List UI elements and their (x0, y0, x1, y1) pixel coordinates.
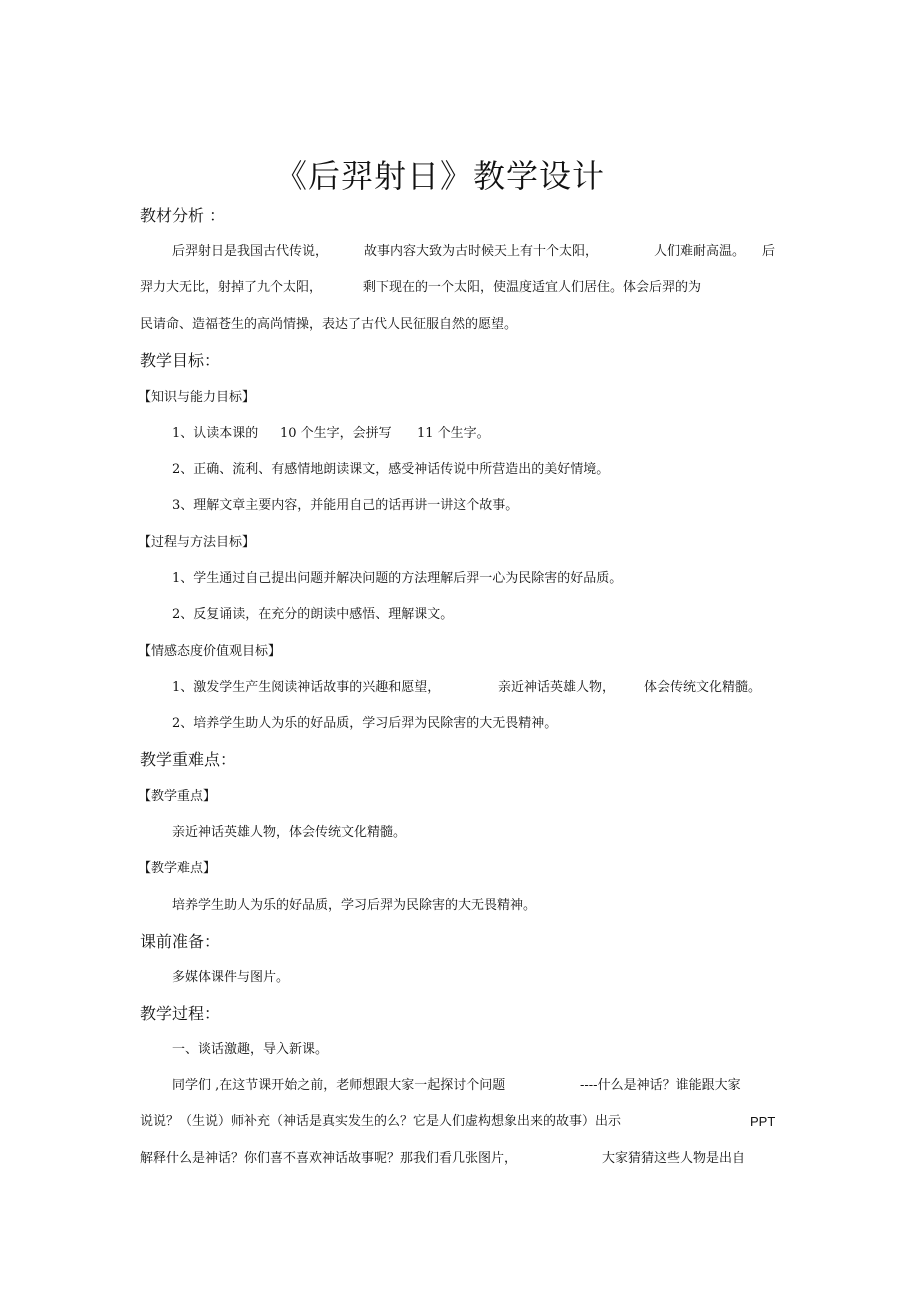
paragraph-line (140, 1115, 785, 1129)
paragraph-line: 民请命、造福苍生的高尚情操，表达了古代人民征服自然的愿望。 (140, 317, 518, 332)
text-segment: 11 个生字。 (417, 426, 490, 441)
process-step-heading: 一、谈话激趣，导入新课。 (172, 1042, 329, 1057)
text-segment: 解释什么是神话？你们喜不喜欢神话故事呢？那我们看几张图片， (140, 1151, 518, 1166)
document-title: 《后羿射日》教学设计 (274, 157, 605, 195)
text-segment: 10 个生字，会拼写 (280, 426, 392, 441)
paragraph-line (140, 281, 760, 295)
list-item: 2、培养学生助人为乐的好品质，学习后羿为民除害的大无畏精神。 (172, 716, 558, 731)
list-item: 2、反复诵读，在充分的朗读中感悟、理解课文。 (172, 607, 454, 622)
text-segment: 后羿射日是我国古代传说， (172, 244, 329, 259)
text-segment: 剩下现在的一个太阳，使温度适宜人们居住。体会后羿的为 (363, 280, 702, 295)
text-segment: 1、认读本课的 (172, 426, 259, 441)
list-item: 3、理解文章主要内容，并能用自己的话再讲一讲这个故事。 (172, 498, 519, 513)
focus-text: 亲近神话英雄人物，体会传统文化精髓。 (172, 825, 407, 840)
paragraph-line (172, 1079, 772, 1093)
text-segment: 大家猜猜这些人物是出自 (602, 1151, 746, 1166)
section-heading-teaching-goals: 教学目标： (140, 351, 221, 370)
subsection-label-focus: 【教学重点】 (138, 789, 217, 804)
difficulty-text: 培养学生助人为乐的好品质，学习后羿为民除害的大无畏精神。 (172, 898, 537, 913)
text-segment: 1、激发学生产生阅读神话故事的兴趣和愿望， (172, 680, 441, 695)
section-heading-material-analysis: 教材分析 ： (140, 206, 226, 225)
text-segment: 羿力大无比，射掉了九个太阳， (140, 280, 323, 295)
text-segment: 故事内容大致为古时候天上有十个太阳， (364, 244, 599, 259)
subsection-label-difficulty: 【教学难点】 (138, 861, 217, 876)
text-segment: 体会传统文化精髓。 (644, 680, 762, 695)
text-segment: 说说？（生说）师补充（神话是真实发生的么？它是人们虚构想象出来的故事）出示 (140, 1114, 622, 1129)
text-segment: 人们难耐高温。 (654, 244, 746, 259)
list-item (172, 681, 772, 695)
paragraph-line (140, 1152, 765, 1166)
subsection-label-process: 【过程与方法目标】 (138, 535, 256, 550)
section-heading-key-points: 教学重难点： (140, 750, 237, 769)
list-item (172, 427, 502, 441)
list-item: 2、正确、流利、有感情地朗读课文，感受神话传说中所营造出的美好情境。 (172, 462, 610, 477)
section-heading-preparation: 课前准备： (140, 932, 221, 951)
preparation-text: 多媒体课件与图片。 (172, 970, 290, 985)
subsection-label-knowledge: 【知识与能力目标】 (138, 390, 256, 405)
list-item: 1、学生通过自己提出问题并解决问题的方法理解后羿一心为民除害的好品质。 (172, 571, 623, 586)
text-segment: 后 (762, 244, 776, 259)
text-segment: ----什么是神话？谁能跟大家 (580, 1078, 741, 1093)
text-segment: 亲近神话英雄人物， (498, 680, 616, 695)
text-segment: PPT (750, 1114, 776, 1129)
paragraph-line (172, 245, 780, 259)
section-heading-process: 教学过程： (140, 1004, 221, 1023)
text-segment: 同学们 ,在这节课开始之前，老师想跟大家一起探讨个问题 (172, 1078, 506, 1093)
subsection-label-emotion: 【情感态度价值观目标】 (138, 644, 282, 659)
